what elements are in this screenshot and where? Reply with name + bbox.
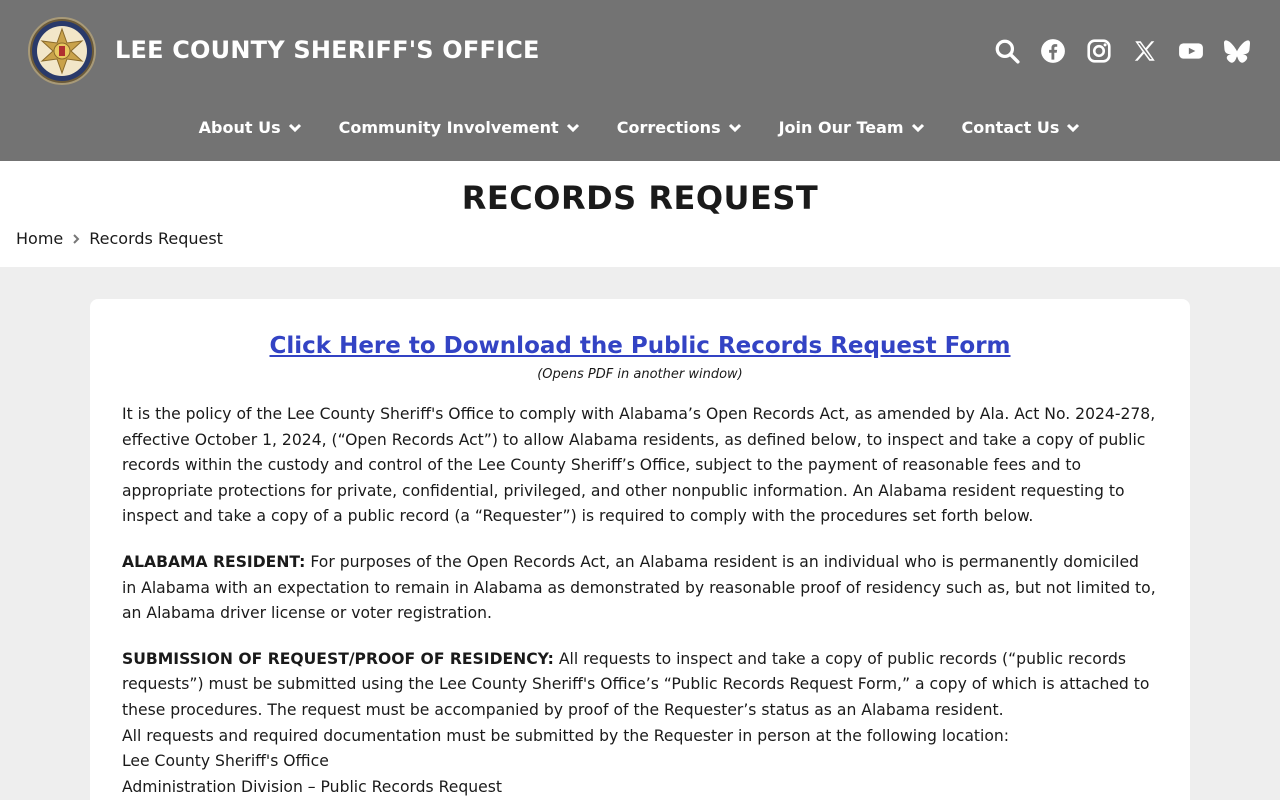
nav-item-label: Join Our Team [778,118,904,137]
header-icon-bar [994,36,1250,66]
submission-paragraph [122,647,1158,724]
star-badge-icon [30,19,94,83]
nav-item-about-us[interactable] [199,118,303,137]
address-line-1: Lee County Sheriff's Office [122,752,329,771]
chevron-down-icon [287,120,303,136]
policy-paragraph: It is the policy of the Lee County Sheriff's Office to comply with Alabama’s Open Records Act, as amended by Ala. Act No. 2024-278, effective October 1, 2024, (“Open Records Act”) to allow Alabama residents, as defined below, to inspect and take a copy of public records within the custody and control of the Lee County Sheriff’s Office, subject to the payment of reasonable fees and to appropriate protections for private, confidential, privileged, and other nonpublic information. An Alabama resident requesting to inspect and take a copy of a public record (a “Requester”) is required to comply with the procedures set forth below. [122,405,1156,526]
resident-text: For purposes of the Open Records Act, an Alabama resident is an individual who is permanently domiciled in Alabama with an expectation to remain in Alabama as demonstrated by reasonable proof of residency such as, but not limited to, an Alabama driver license or voter registration. [122,552,1156,623]
nav-item-corrections[interactable] [617,118,743,137]
address-line-2: Administration Division – Public Records Request [122,777,502,796]
nav-item-contact-us[interactable] [962,118,1082,137]
site-header [0,0,1280,161]
chevron-down-icon [727,120,743,136]
facebook-icon[interactable] [1040,36,1066,66]
submission-text: All requests to inspect and take a copy of public records (“public records requests”) must be submitted using the Lee County Sheriff's Office’s “Public Records Request Form,” a copy of which is attached to these procedures. The request must be accompanied by proof of the Requester’s status as an Alabama resident. [122,649,1150,719]
download-form-link[interactable]: Click Here to Download the Public Records Request Form [269,333,1011,359]
x-icon[interactable] [1132,36,1158,66]
chevron-down-icon [1065,120,1081,136]
breadcrumb [16,229,223,248]
search-icon[interactable] [994,36,1020,66]
content-card [90,299,1190,800]
nav-item-label: Corrections [616,118,721,137]
youtube-icon[interactable] [1178,36,1204,66]
nav-item-label: About Us [198,118,281,137]
breadcrumb-home-link[interactable]: Home [16,229,64,248]
in-person-line: All requests and required documentation must be submitted by the Requester in person at the following location: [122,726,1009,745]
nav-item-join-our-team[interactable] [779,118,926,137]
sheriff-badge-logo[interactable] [28,17,96,85]
nav-item-community-involvement[interactable] [339,118,581,137]
bluesky-icon[interactable] [1224,36,1250,66]
site-title[interactable]: LEE COUNTY SHERIFF'S OFFICE [115,36,540,64]
instagram-icon[interactable] [1086,36,1112,66]
breadcrumb-current: Records Request [89,229,223,248]
page-title-bar [0,161,1280,267]
nav-item-label: Community Involvement [338,118,559,137]
resident-paragraph [122,550,1158,627]
nav-item-label: Contact Us [961,118,1060,137]
opens-pdf-note: (Opens PDF in another window) [537,367,743,382]
chevron-down-icon [565,120,581,136]
chevron-down-icon [910,120,926,136]
chevron-right-icon [71,234,81,244]
page-title: RECORDS REQUEST [461,179,819,217]
submission-heading: SUBMISSION OF REQUEST/PROOF OF RESIDENCY: [122,649,554,668]
main-nav [0,118,1280,137]
resident-heading: ALABAMA RESIDENT: [122,552,306,571]
